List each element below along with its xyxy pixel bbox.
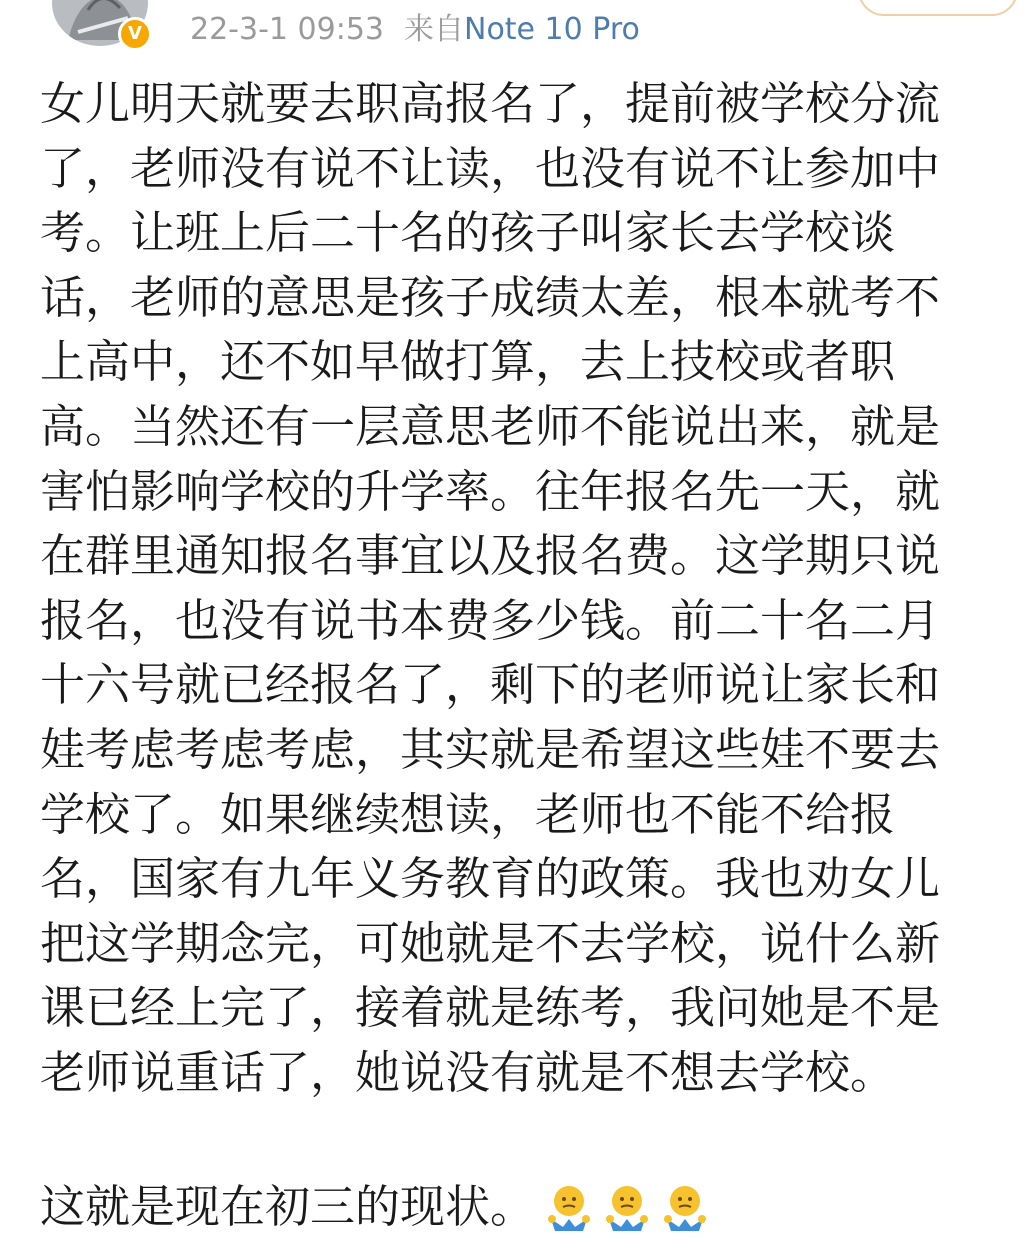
post-body-line: 报名，也没有说书本费多少钱。前二十名二月: [40, 593, 941, 647]
post-body-line: 害怕影响学校的升学率。往年报名先一天，就: [40, 464, 941, 518]
post-meta: [190, 10, 640, 50]
post-body-line: 把这学期念完，可她就是不去学校，说什么新: [40, 916, 941, 970]
post-body-line: 上高中，还不如早做打算，去上技校或者职: [40, 335, 896, 389]
verified-badge-icon: V: [118, 17, 152, 51]
post-body-line: 老师说重话了，她说没有就是不想去学校。: [40, 1045, 896, 1099]
post-body-line: 女儿明天就要去职高报名了，提前被学校分流: [40, 77, 941, 130]
post-body: [40, 72, 980, 1106]
post-body-line: 课已经上完了，接着就是练考，我问她是不是: [40, 981, 941, 1035]
post-body-line: 娃考虑考虑考虑，其实就是希望这些娃不要去: [40, 722, 941, 776]
shrug-emoji-icon: [661, 1181, 709, 1233]
post-body-line: 了，老师没有说不让读，也没有说不让参加中: [40, 141, 941, 195]
source-label: 来自: [404, 12, 464, 47]
post-body-line: 高。当然还有一层意思老师不能说出来，就是: [40, 399, 941, 453]
post-closing-line: [40, 1175, 709, 1239]
post-body-line: 考。让班上后二十名的孩子叫家长去学校谈: [40, 206, 896, 260]
post-header: [0, 0, 1026, 62]
post-body-line: 话，老师的意思是孩子成绩太差，根本就考不: [40, 270, 941, 324]
post-body-line: 在群里通知报名事宜以及报名费。这学期只说: [40, 529, 941, 583]
shrug-emoji-icon: [545, 1181, 593, 1233]
post-body-line: 名，国家有九年义务教育的政策。我也劝女儿: [40, 852, 941, 906]
source-device-link[interactable]: Note 10 Pro: [464, 12, 640, 47]
closing-text: 这就是现在初三的现状。: [40, 1180, 536, 1233]
post-body-line: 学校了。如果继续想读，老师也不能不给报: [40, 787, 896, 841]
follow-button[interactable]: [858, 0, 1018, 16]
post-timestamp: 22-3-1 09:53: [190, 12, 384, 47]
shrug-emoji-icon: [603, 1181, 651, 1233]
post-body-line: 十六号就已经报名了，剩下的老师说让家长和: [40, 658, 941, 712]
